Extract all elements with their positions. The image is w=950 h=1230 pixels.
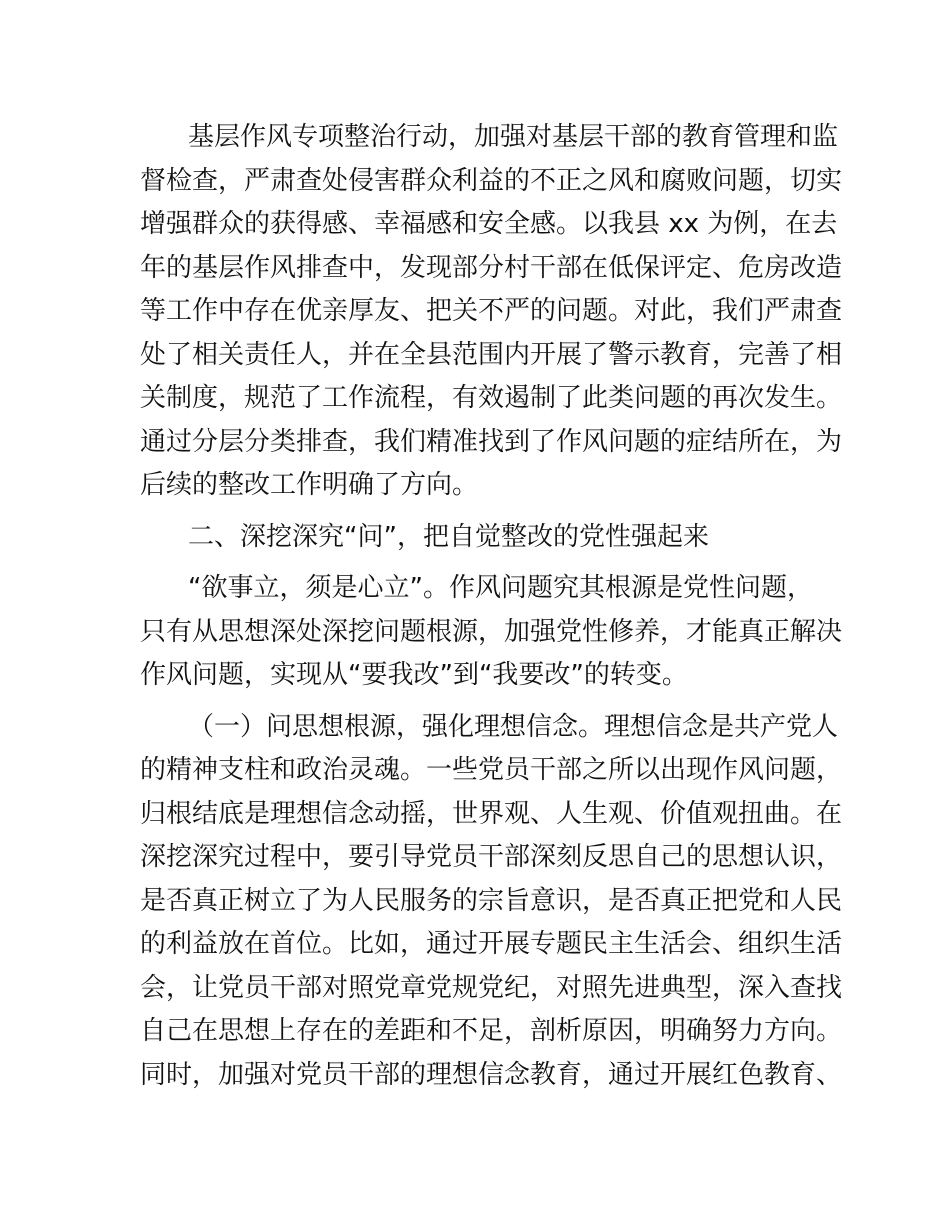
text-line: 会，让党员干部对照党章党规党纪，对照先进典型，深入查找: [140, 972, 843, 1003]
text-line: 基层作风专项整治行动，加强对基层干部的教育管理和监: [188, 122, 839, 152]
text-line: （一）问思想根源，强化理想信念。理想信念是共产党人: [188, 711, 839, 742]
paragraph: [140, 116, 843, 508]
text-line: “欲事立，须是心立”。作风问题究其根源是党性问题，: [188, 573, 813, 603]
text-line: 的精神支柱和政治灵魂。一些党员干部之所以出现作风问题，: [140, 755, 843, 785]
text-line: 的利益放在首位。比如，通过开展专题民主生活会、组织生活: [140, 929, 843, 959]
text-line: 二、深挖深究“问”，把自觉整改的党性强起来: [188, 521, 709, 552]
text-line: 增强群众的获得感、幸福感和安全感。以我县 xx 为例，在去: [140, 209, 838, 239]
document-body: [140, 116, 843, 1097]
text-line: 是否真正树立了为人民服务的宗旨意识，是否真正把党和人民: [140, 885, 843, 916]
text-line: 后续的整改工作明确了方向。: [140, 470, 479, 500]
text-line: 年的基层作风排查中，发现部分村干部在低保评定、危房改造: [140, 252, 843, 283]
text-line: 归根结底是理想信念动摇，世界观、人生观、价值观扭曲。在: [140, 798, 843, 829]
text-line: 作风问题，实现从“要我改”到“我要改”的转变。: [140, 660, 688, 690]
text-line: 通过分层分类排查，我们精准找到了作风问题的症结所在，为: [140, 426, 843, 457]
text-line: 自己在思想上存在的差距和不足，剖析原因，明确努力方向。: [140, 1016, 843, 1046]
text-line: 等工作中存在优亲厚友、把关不严的问题。对此，我们严肃查: [140, 296, 843, 326]
text-line: 督检查，严肃查处侵害群众利益的不正之风和腐败问题，切实: [140, 165, 843, 196]
text-line: 处了相关责任人，并在全县范围内开展了警示教育，完善了相: [140, 339, 843, 370]
section-heading: [140, 516, 812, 560]
paragraph: [140, 706, 843, 1098]
text-line: 同时，加强对党员干部的理想信念教育，通过开展红色教育、: [140, 1059, 843, 1090]
text-line: 关制度，规范了工作流程，有效遏制了此类问题的再次发生。: [140, 383, 843, 413]
text-line: 只有从思想深处深挖问题根源，加强党性修养，才能真正解决: [140, 616, 843, 647]
paragraph: [140, 567, 843, 698]
text-line: 深挖深究过程中，要引导党员干部深刻反思自己的思想认识，: [140, 842, 843, 872]
